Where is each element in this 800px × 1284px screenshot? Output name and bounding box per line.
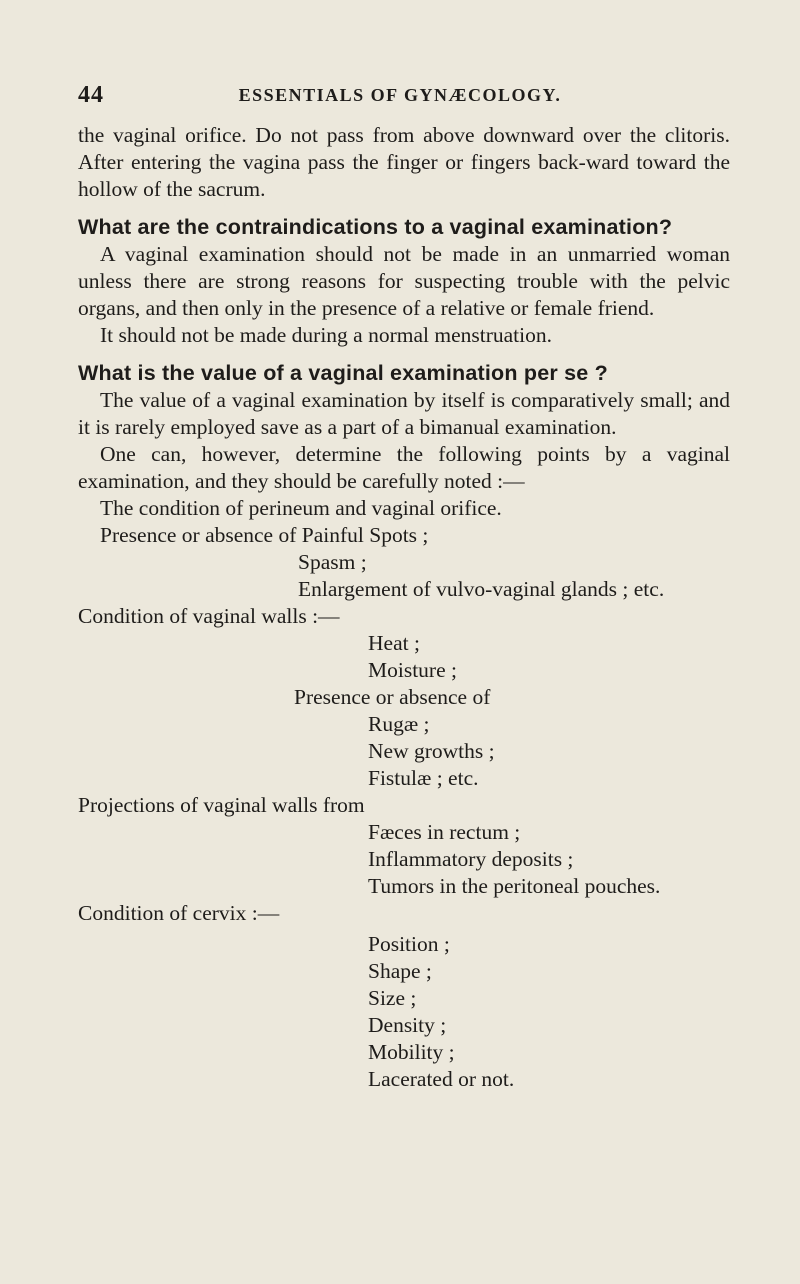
question-heading: What are the contraindications to a vaginal examination? xyxy=(78,215,673,239)
projections-heading: Projections of vaginal walls from xyxy=(78,793,365,817)
list-item: Tumors in the peritoneal pouches. xyxy=(368,874,661,898)
list-item: Fæces in rectum ; xyxy=(368,820,521,844)
page-body xyxy=(78,122,730,1093)
list-item: Size ; xyxy=(368,986,417,1010)
list-item: New growths ; xyxy=(368,739,495,763)
list-item: Moisture ; xyxy=(368,658,457,682)
cervix-heading: Condition of cervix :— xyxy=(78,901,280,925)
list-item: Inflammatory deposits ; xyxy=(368,847,574,871)
list-item: Lacerated or not. xyxy=(368,1067,515,1091)
running-head: ESSENTIALS OF GYNÆCOLOGY. xyxy=(238,85,562,105)
page-number: 44 xyxy=(78,82,104,108)
question-heading: What is the value of a vaginal examination per se ? xyxy=(78,361,608,385)
paragraph: One can, however, determine the following points by a vaginal examination, and they should be carefully noted :— xyxy=(78,442,730,493)
paragraph: It should not be made during a normal menstruation. xyxy=(100,323,553,347)
walls-heading: Condition of vaginal walls :— xyxy=(78,604,340,628)
list-item: Rugæ ; xyxy=(368,712,430,736)
paragraph: The value of a vaginal examination by itself is comparatively small; and it is rarely employed save as a part of a bimanual examination. xyxy=(78,388,730,439)
list-item: Fistulæ ; etc. xyxy=(368,766,479,790)
list-item: Heat ; xyxy=(368,631,420,655)
paragraph: A vaginal examination should not be made in an unmarried woman unless there are strong reasons for suspecting trouble with the pelvic organs, and then only in the presence of a relative or female friend. xyxy=(78,242,730,320)
page-header xyxy=(0,82,800,112)
list-item: Shape ; xyxy=(368,959,432,983)
point-line: Enlargement of vulvo-vaginal glands ; etc. xyxy=(298,577,665,601)
intro-paragraph: the vaginal orifice. Do not pass from above downward over the clitoris. After entering the vagina pass the finger or fingers back-ward toward the hollow of the sacrum. xyxy=(78,123,730,201)
point-line: Spasm ; xyxy=(298,550,367,574)
point-line: Presence or absence of Painful Spots ; xyxy=(100,523,429,547)
point-line: The condition of perineum and vaginal orifice. xyxy=(100,496,502,520)
point-line: Presence or absence of xyxy=(294,685,491,709)
list-item: Mobility ; xyxy=(368,1040,455,1064)
list-item: Density ; xyxy=(368,1013,447,1037)
list-item: Position ; xyxy=(368,932,450,956)
